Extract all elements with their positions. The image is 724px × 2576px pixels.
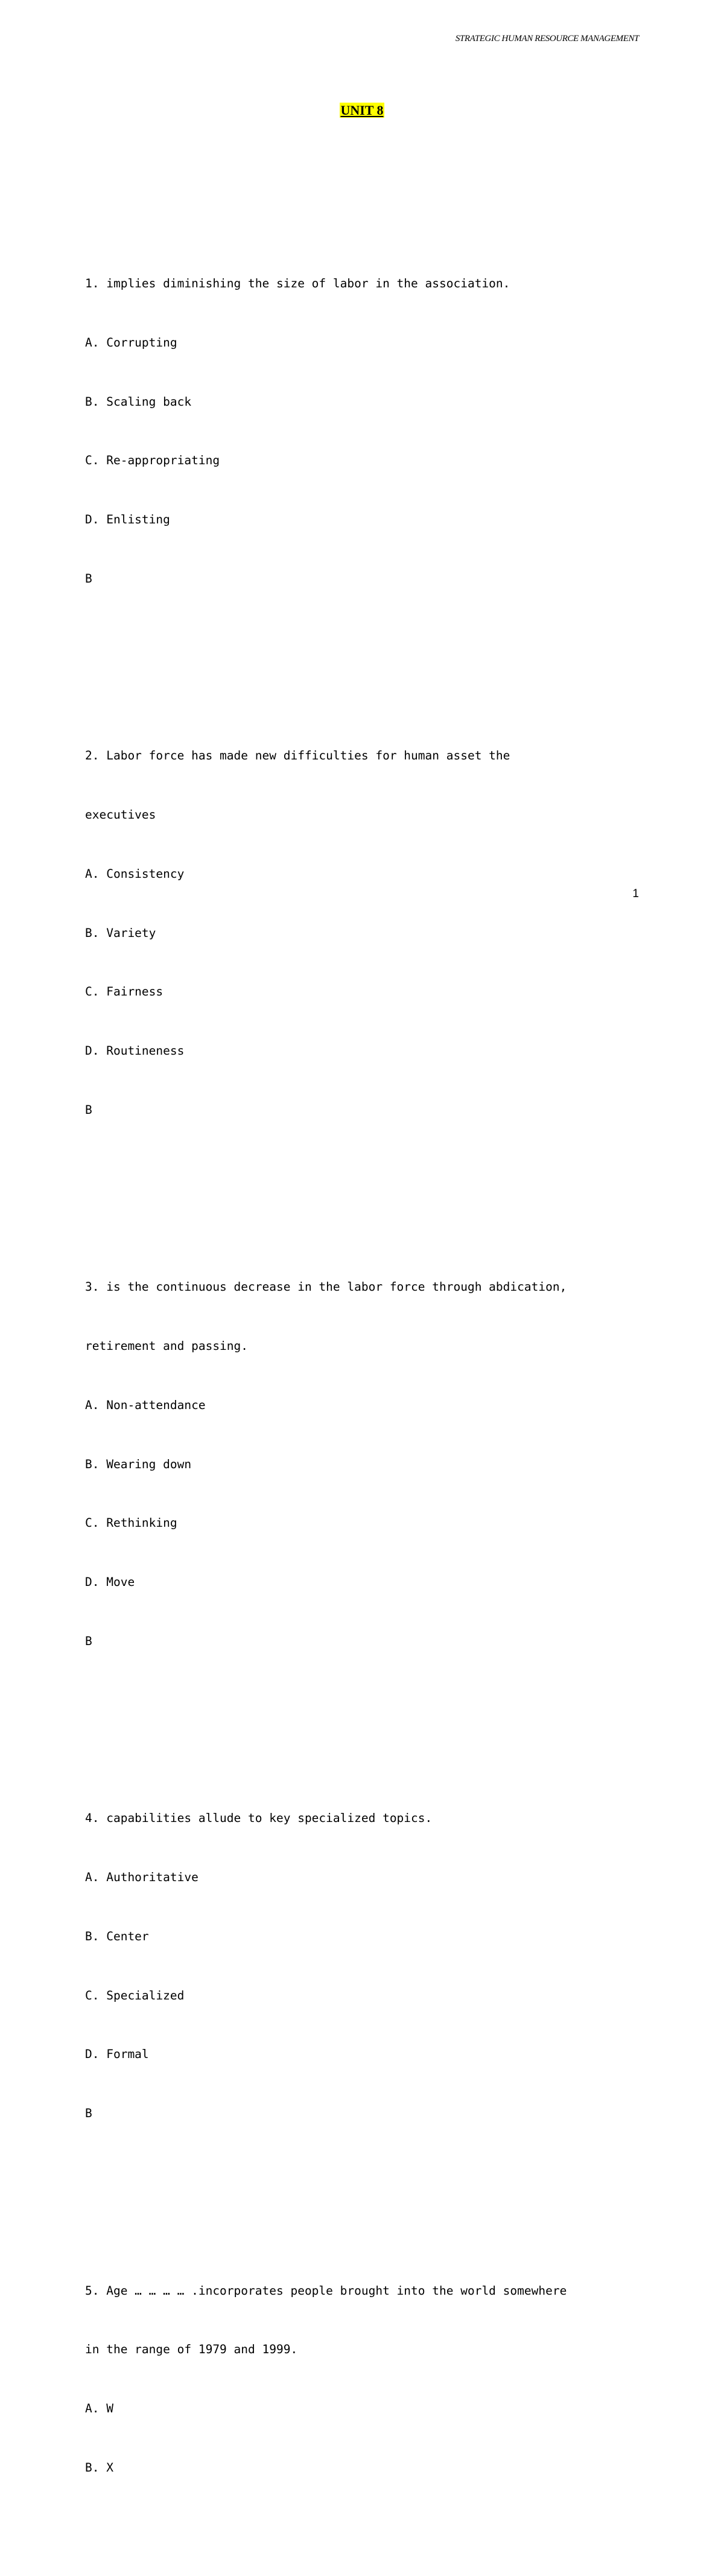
question-stem: 3. is the continuous decrease in the labor force through abdication, xyxy=(85,1280,567,1294)
running-header: STRATEGIC HUMAN RESOURCE MANAGEMENT xyxy=(455,34,639,43)
question-stem: 5. Age … … … … .incorporates people brought into the world somewhere xyxy=(85,2283,567,2298)
question-4 xyxy=(85,1769,640,2163)
question-3 xyxy=(85,1238,640,1691)
answer-key: B xyxy=(85,1102,92,1117)
question-2 xyxy=(85,707,640,1160)
question-list xyxy=(85,176,640,2576)
question-stem: 4. capabilities allude to key specialized topics. xyxy=(85,1811,433,1826)
option-b: B. Wearing down xyxy=(85,1457,192,1471)
question-stem: 2. Labor force has made new difficulties for human asset the xyxy=(85,749,510,763)
question-5 xyxy=(85,2242,640,2517)
question-stem: 1. implies diminishing the size of labor in the association. xyxy=(85,276,510,290)
option-c: C. Re-appropriating xyxy=(85,453,220,468)
unit-title xyxy=(0,103,724,118)
option-b: B. X xyxy=(85,2460,113,2475)
option-d: D. Move xyxy=(85,1575,135,1590)
option-b: B. Variety xyxy=(85,925,156,940)
question-stem-continued: retirement and passing. xyxy=(85,1339,249,1354)
answer-key: B xyxy=(85,571,92,586)
option-a: A. Authoritative xyxy=(85,1870,198,1885)
option-a: A. Corrupting xyxy=(85,335,177,350)
option-d: D. Enlisting xyxy=(85,513,170,527)
answer-key: B xyxy=(85,1634,92,1648)
option-b: B. Center xyxy=(85,1929,149,1943)
option-c: C. Rethinking xyxy=(85,1516,177,1530)
option-b: B. Scaling back xyxy=(85,394,192,409)
option-d: D. Routineness xyxy=(85,1044,185,1058)
answer-key: B xyxy=(85,2106,92,2121)
option-a: A. W xyxy=(85,2402,113,2416)
question-1 xyxy=(85,235,640,628)
page-number: 1 xyxy=(632,887,639,900)
unit-title-text: UNIT 8 xyxy=(340,103,384,118)
option-d: D. Formal xyxy=(85,2047,149,2062)
question-stem-continued: in the range of 1979 and 1999. xyxy=(85,2342,298,2357)
question-stem-continued: executives xyxy=(85,808,156,822)
option-c: C. Fairness xyxy=(85,985,164,999)
option-a: A. Non-attendance xyxy=(85,1398,206,1412)
option-a: A. Consistency xyxy=(85,866,185,881)
option-c: C. Specialized xyxy=(85,1988,185,2002)
